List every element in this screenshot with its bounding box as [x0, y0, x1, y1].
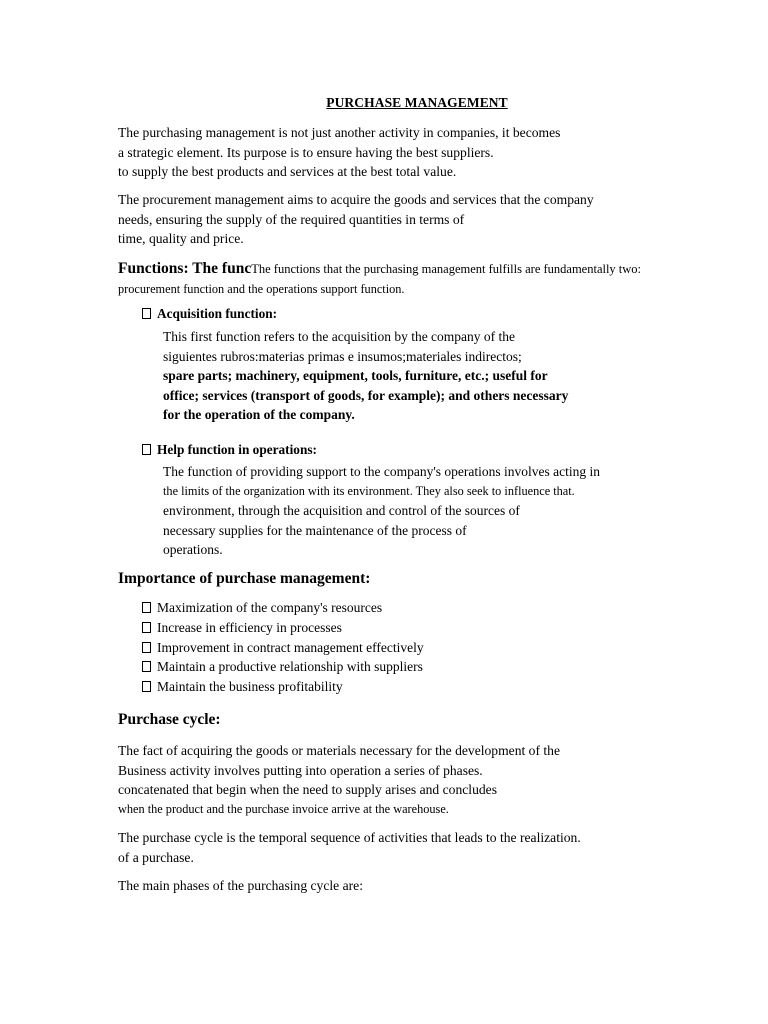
document-title: PURCHASE MANAGEMENT: [326, 95, 508, 110]
cycle-line: The fact of acquiring the goods or materials necessary for the development of the: [118, 743, 561, 758]
intro-line: The purchasing management is not just another activity in companies, it becomes: [118, 125, 561, 140]
help-heading: [142, 442, 317, 458]
cycle-line: Business activity involves putting into operation a series of phases.: [118, 762, 483, 778]
functions-line-2: [118, 280, 718, 299]
checkbox-bullet-icon: [142, 602, 151, 613]
importance-heading: Importance of purchase management:: [118, 570, 371, 587]
acquisition-bold-line: spare parts; machinery, equipment, tools, furniture, etc.; useful for: [163, 368, 548, 383]
acquisition-bold-line: office; services (transport of goods, for example); and others necessary: [163, 387, 569, 403]
purchase-cycle-heading: Purchase cycle:: [118, 711, 221, 728]
checkbox-bullet-icon: [142, 308, 151, 319]
importance-item-text: Maintain the business profitability: [157, 679, 343, 695]
procurement-line: needs, ensuring the supply of the required quantities in terms of: [118, 211, 465, 227]
procurement-line: The procurement management aims to acquire the goods and services that the company: [118, 192, 594, 207]
functions-intro-line: procurement function and the operations support function.: [118, 282, 405, 296]
importance-item-text: Maintain a productive relationship with suppliers: [157, 659, 423, 675]
intro-paragraph: [118, 123, 718, 182]
functions-heading: Functions: The func: [118, 260, 252, 277]
acquisition-body: [163, 327, 568, 425]
importance-item-text: Improvement in contract management effectively: [157, 639, 424, 655]
list-item: [142, 677, 424, 697]
help-line: The function of providing support to the company's operations involves acting in: [163, 464, 600, 479]
list-item: [142, 618, 424, 638]
acquisition-heading-text: Acquisition function:: [157, 306, 278, 321]
cycle-line: of a purchase.: [118, 849, 194, 865]
checkbox-bullet-icon: [142, 642, 151, 653]
importance-item-text: Maximization of the company's resources: [157, 600, 383, 615]
functions-intro-text: The functions that the purchasing management fulfills are fundamentally two:: [251, 262, 642, 276]
intro-line: to supply the best products and services at the best total value.: [118, 164, 457, 179]
help-line: the limits of the organization with its environment. They also seek to influence that.: [163, 483, 575, 498]
procurement-paragraph: [118, 190, 718, 249]
help-line: operations.: [163, 542, 223, 557]
list-item: [142, 598, 424, 618]
checkbox-bullet-icon: [142, 444, 151, 455]
acquisition-heading: [142, 306, 277, 322]
acquisition-line: siguientes rubros:materias primas e insumos;materiales indirectos;: [163, 348, 522, 364]
acquisition-line: This first function refers to the acquisition by the company of the: [163, 329, 516, 344]
list-item: [142, 657, 424, 677]
help-line: environment, through the acquisition and control of the sources of: [163, 503, 520, 518]
checkbox-bullet-icon: [142, 681, 151, 692]
importance-list: [142, 598, 424, 697]
functions-heading-line: [118, 260, 641, 278]
cycle-line: The purchase cycle is the temporal sequence of activities that leads to the realization.: [118, 830, 581, 845]
cycle-paragraph-3: [118, 876, 718, 896]
acquisition-bold-line: for the operation of the company.: [163, 407, 355, 422]
cycle-paragraph-1: [118, 741, 634, 819]
list-item: [142, 638, 424, 658]
cycle-paragraph-2: [118, 828, 718, 867]
cycle-line: The main phases of the purchasing cycle are:: [118, 878, 363, 893]
cycle-line: concatenated that begin when the need to supply arises and concludes: [118, 782, 497, 797]
help-heading-text: Help function in operations:: [157, 442, 317, 457]
importance-item-text: Increase in efficiency in processes: [157, 619, 342, 635]
checkbox-bullet-icon: [142, 661, 151, 672]
cycle-line: when the product and the purchase invoice arrive at the warehouse.: [118, 801, 449, 816]
intro-line: a strategic element. Its purpose is to ensure having the best suppliers.: [118, 144, 494, 160]
help-body: [163, 462, 600, 560]
checkbox-bullet-icon: [142, 622, 151, 633]
help-line: necessary supplies for the maintenance of the process of: [163, 522, 467, 538]
procurement-line: time, quality and price.: [118, 231, 244, 246]
